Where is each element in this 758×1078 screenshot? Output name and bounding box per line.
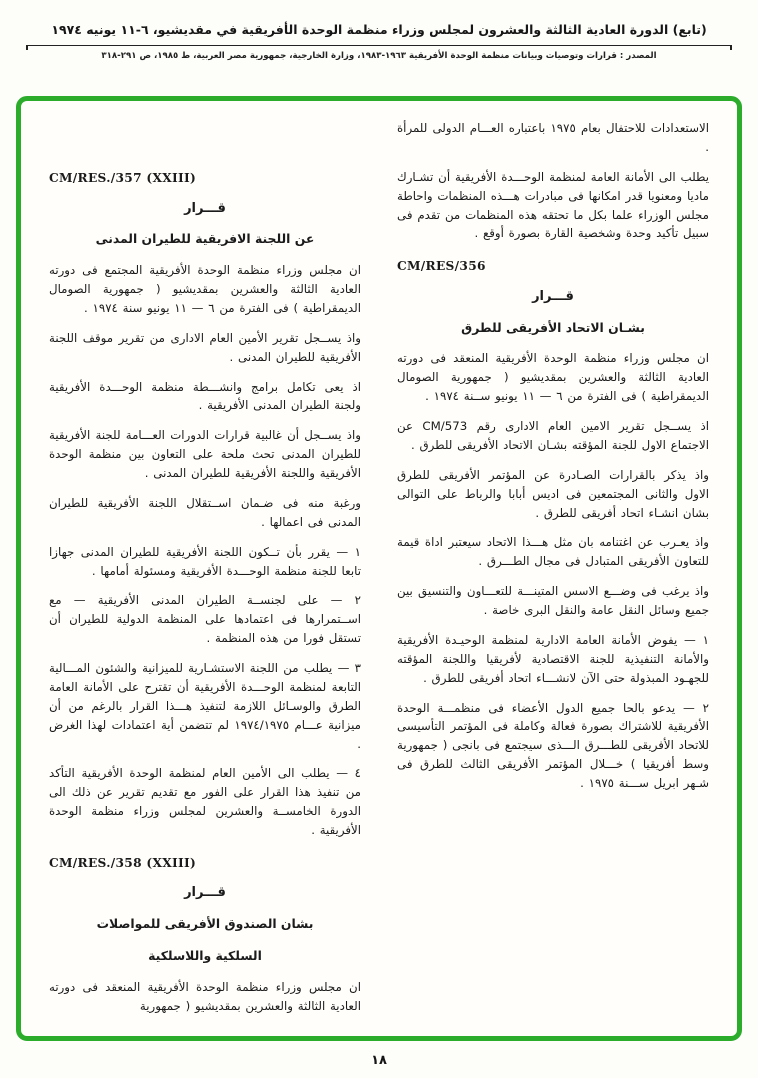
paragraph: اذ يعى تكامل برامج وانشـــطة منظمة الوحـــدة الأفريقية ولجنة الطيران المدنى الأفريقية . [49,379,361,413]
resolution-heading: قـــرار [532,288,574,304]
paragraph: ورغبة منه فى ضـمان اســتقلال اللجنة الأفريقية للطيران المدنى فى اعمالها . [49,495,361,529]
resolution-heading: السلكية واللاسلكية [148,948,262,964]
source-citation: المصدر : قرارات وتوصيات وبيانات منظمة الوحدة الأفريقية ١٩٦٣-١٩٨٣، وزارة الخارجية، جمهورية مصر العربية، ط ١٩٨٥، ص ٢٩١-٣١٨ [101,51,657,61]
paragraph: يطلب الى الأمانة العامة لمنظمة الوحـــدة الأفريقية أن تشـارك ماديا ومعنويا قدر امكانها فى مبادرات هـــذه المنظمات واحاطة مجلس الوزراء علما بكل ما تحتقه هذه المنظمات من تقدم فى سبيل تأكيد وحدة وشخصية القارة بصورة أوقع . [397,169,709,241]
page-number: ١٨ [371,1053,387,1068]
resolution-heading: بشان الصندوق الأفريقى للمواصلات [96,916,314,932]
paragraph: ان مجلس وزراء منظمة الوحدة الأفريقية المنعقد فى دورته العادية الثالثة والعشرين بمقديشيو ( جمهورية الصومال الديمقراطية ) فى الفترة من ٦ — ١١ يونيو ســنة ١٩٧٤ . [397,351,709,404]
paragraph: ١ — يفوض الأمانة العامة الادارية لمنظمة الوحيـدة الأفريقية والأمانة التنفيذية للجنة الاقتصادية لأفريقيا واللجنة المؤقته للجهـود المبذولة حتى الآن لانشـــاء اتحاد أفريقى للطرق . [397,632,709,685]
paragraph: ١ — يقرر بأن تــكون اللجنة الأفريقية للطيران المدنى جهازا تابعا للجنة منظمة الوحـــدة الأفريقية ومسئولة أمامها . [49,544,361,578]
paragraph: ان مجلس وزراء منظمة الوحدة الأفريقية المجتمع فى دورته العادية الثالثة والعشرين بمقديشيو ( جمهورية الصومال الديمقراطية ) فى الفترة من ٦ — ١١ يونيو سنة ١٩٧٤ . [49,263,361,315]
paragraph: واذ يرغب فى وضـــع الاسس المتينـــة للتعـــاون والتنسيق بين جميع وسائل النقل عامة والنقل البرى خاصة . [397,584,709,618]
paragraph: واذ يســجل تقرير الأمين العام الادارى من تقرير موقف اللجنة الأفريقية للطيران المدنى . [49,330,361,364]
resolution-heading: قـــرار [184,885,226,901]
resolution-number: CM/RES./357 (XXIII) [49,171,197,185]
resolution-heading: قـــرار [184,200,226,216]
paragraph: اذ يســجل تقرير الامين العام الادارى رقم CM/573 عن الاجتماع الاول للجنة المؤقته بشـان الاتحاد الأفريقى للطرق . [397,419,709,452]
two-column-layout [49,119,709,1028]
paragraph: واذ يســجل أن غالبية قرارات الدورات العـــامة للجنة الأفريقية للطيران المدنى تحث ملحة على التعاون بين منظمة الوحدة الأفريقية واللجنة الأفريقية للطيران المدنى . [49,428,361,481]
paragraph: ٤ — يطلب الى الأمين العام لمنظمة الوحدة الأفريقية التأكد من تنفيذ هذا القرار على الفور مع تقديم تقرير عن ذلك الى الدورة الخامســة والعشرين لمجلس وزراء منظمة الوحدة الأفريقية . [49,766,361,838]
resolution-number: CM/RES./358 (XXIII) [49,855,197,870]
paragraph: ٢ — على لجنســة الطيران المدنى الأفريقية — مع اســتمرارها فى اعتمادها على المنظمة الدولية للطيران أن تستقل فورا من هذه المنظمة . [49,593,361,646]
paragraph: الاستعدادات للاحتفال بعام ١٩٧٥ باعتباره العـــام الدولى للمرأة . [397,121,709,154]
paragraph: ٢ — يدعو بالحا جميع الدول الأعضاء فى منظمـــة الوحدة الأفريقية للاشتراك بصورة فعالة وكاملة فى المؤتمر التأسيسى للاتحاد الأفريقى للطـــرق الـــذى سيجتمع فى بانجى ( جمهورية وسط أفريقيا ) خـــلال المؤتمر الأفريقى الثالث للطرق فى شـهر ابريل ســـنة ١٩٧٥ . [397,700,709,791]
header-rule [26,45,732,46]
resolution-heading: بشـان الاتحاد الأفريقى للطرق [461,319,645,335]
paragraph: واذ يذكر بالقرارات الصـادرة عن المؤتمر الأفريقى للطرق الاول والثانى المجتمعين فى اديس أبابا والرباط على التوالى بشان انشـاء اتحاد أفريقى للطرق . [397,467,709,520]
left-column [49,119,361,1028]
resolution-heading: عن اللجنة الافريقية للطيران المدنى [95,231,315,247]
page-header-title: (تابع) الدورة العادية الثالثة والعشرون لمجلس وزراء منظمة الوحدة الأفريقية في مقديشيو، ٦-١١ يونيه ١٩٧٤ [51,22,707,37]
paragraph: واذ يعـرب عن اغتنامه بان مثل هـــذا الاتحاد سيعتبر اداة قيمة للتعاون الأفريقى المتبادل فى مجال الطـــرق . [397,535,709,569]
right-column [397,119,709,1028]
paragraph: ان مجلس وزراء منظمة الوحدة الأفريقية المنعقد فى دورته العادية الثالثة والعشرين بمقديشيو ( جمهورية [49,979,361,1013]
paragraph: ٣ — يطلب من اللجنة الاستشـارية للميزانية والشئون المـــالية التابعة لمنظمة الوحـــدة الأفريقية أن تقترح على الأمانة العامة الطرق والوسـائل اللازمة لتنفيذ هـــذا القرار بالرغم من أن ميزانية عـــام ١٩٧٤/١٩٧٥ لم تتضمن أية اعتمادات لهذا الغرض . [49,661,362,751]
content-frame [16,96,742,1041]
resolution-number: CM/RES/356 [397,259,486,274]
